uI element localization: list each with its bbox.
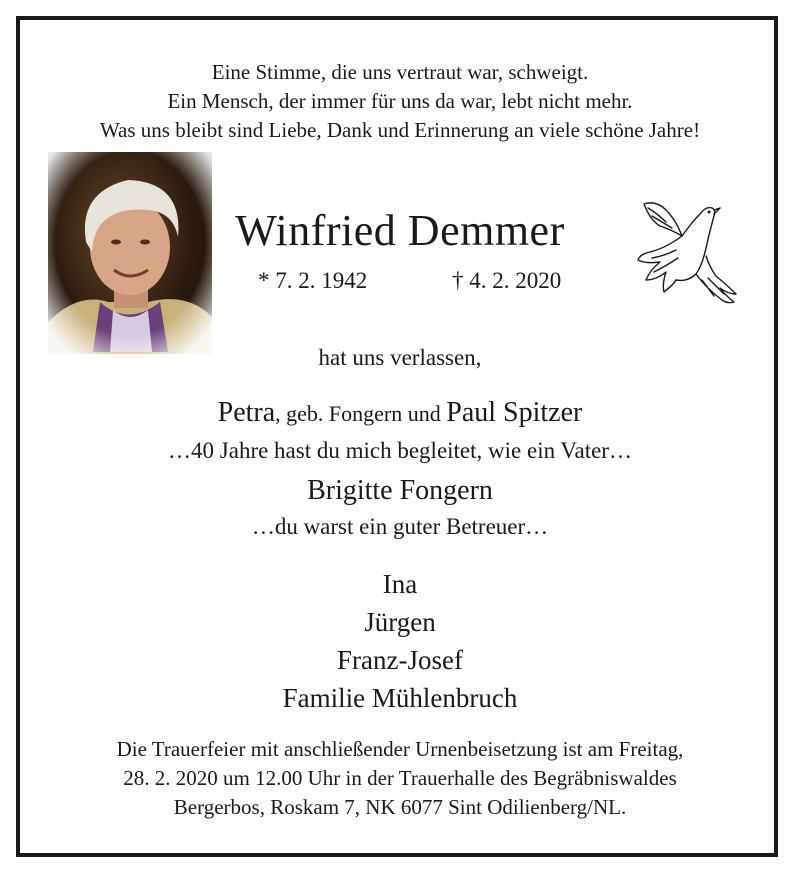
mourner-list [0,565,800,717]
family-line-1 [0,397,800,429]
left-us-text: hat uns verlassen, [318,345,482,370]
poem [0,58,800,145]
deceased-name: Winfried Demmer [235,206,565,255]
mourner-name: Jürgen [364,607,436,637]
family-connector: , geb. Fongern und [275,401,447,426]
birth-date: * 7. 2. 1942 [258,268,368,293]
info-line: Bergerbos, Roskam 7, NK 6077 Sint Odilienberg/NL. [173,795,627,819]
info-line: Die Trauerfeier mit anschließender Urnenbeisetzung ist am Freitag, [116,737,684,761]
poem-line: Was uns bleibt sind Liebe, Dank und Erinnerung an viele schöne Jahre! [99,118,701,142]
family-name: Brigitte Fongern [307,475,493,506]
poem-line: Eine Stimme, die uns vertraut war, schweigt. [211,60,589,84]
quote: …40 Jahre hast du mich begleitet, wie ein Vater… [168,438,632,463]
death-date: † 4. 2. 2020 [452,268,562,293]
mourner-name: Ina [382,569,418,599]
info-line: 28. 2. 2020 um 12.00 Uhr in der Trauerhalle des Begräbniswaldes [123,766,677,790]
family-name: Petra [217,397,276,428]
funeral-info [0,735,800,822]
poem-line: Ein Mensch, der immer für uns da war, lebt nicht mehr. [167,89,633,113]
dove-icon [636,196,740,308]
mourner-name: Franz-Josef [337,645,463,675]
mourner-name: Familie Mühlenbruch [282,683,518,713]
family-name: Paul Spitzer [446,397,583,428]
quote: …du warst ein guter Betreuer… [251,514,549,539]
